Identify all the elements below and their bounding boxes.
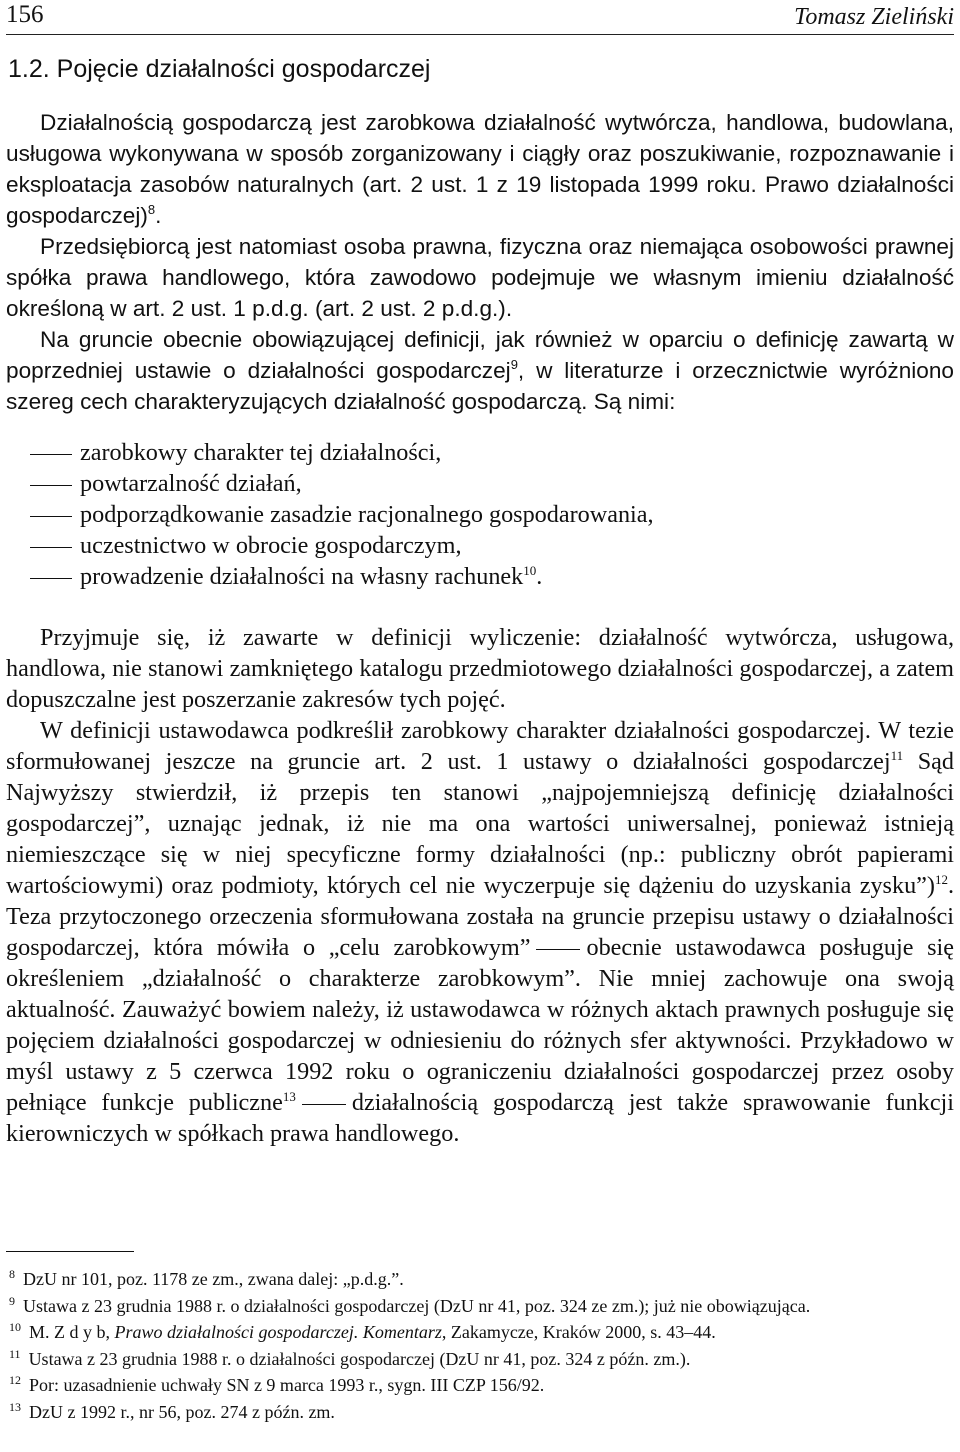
footnote-ref-11[interactable]: 11 [890, 748, 904, 763]
list-item: powtarzalność działań, [30, 468, 954, 499]
list-item: zarobkowy charakter tej działalności, [30, 437, 954, 468]
dash-bullet [30, 516, 72, 517]
em-dash [536, 949, 580, 950]
footnote-ref-10[interactable]: 10 [523, 563, 537, 578]
page-number: 156 [6, 1, 44, 28]
dash-bullet [30, 578, 72, 579]
footnote-13: $^{13}$ DzU z 1992 r., nr 56, poz. 274 z późn. zm. [9, 1399, 335, 1422]
features-list [6, 437, 954, 592]
intro-block [6, 107, 954, 417]
footnote-12: $^{12}$ Por: uzasadnienie uchwały SN z 9 marca 1993 r., sygn. III CZP 156/92. [9, 1373, 545, 1395]
footnote-8: $^8$ DzU nr 101, poz. 1178 ze zm., zwana dalej: „p.d.g.”. [9, 1267, 404, 1289]
list-item: uczestnictwo w obrocie gospodarczym, [30, 530, 954, 561]
running-header [6, 0, 954, 35]
footnote-ref-12[interactable]: 12 [934, 872, 948, 887]
footnote-10: $^{10}$ M. Z d y b, Prawo działalności gospodarczej. Komentarz, Zakamycze, Kraków 2000, s. 43–44. [9, 1320, 716, 1342]
footnote-ref-13[interactable]: 13 [282, 1089, 296, 1104]
dash-bullet [30, 485, 72, 486]
catalog-paragraph: Przyjmuje się, iż zawarte w definicji wyliczenie: działalność wytwórcza, usługowa, handlowa, nie stanowi zamkniętego katalogu przedmiotowego działalności gospodarczej, a zatem dopuszczalne jest poszerzanie zakresów tych pojęć. [6, 624, 954, 713]
list-item: prowadzenie działalności na własny rachunek$^{10}$. [30, 561, 954, 592]
cited-title: Prawo działalności gospodarczej. Komentarz [114, 1322, 442, 1342]
features-paragraph: Na gruncie obecnie obowiązującej definicji, jak również w oparciu o definicję zawartą w poprzedniej ustawie o działalności gospodarczej$^9$, w literaturze i orzecznictwie wyróżniono szereg cech charakteryzujących działalność gospodarczą. Są nimi: [6, 327, 954, 414]
em-dash [302, 1104, 346, 1105]
profit-paragraph: W definicji ustawodawca podkreślił zarobkowy charakter działalności gospodarczej. W tezie sformułowanej jeszcze na gruncie art. 2 ust. 1 ustawy o działalności gospodarczej$^{11}$ Sąd Najwyższy stwierdził, iż przepis ten stanowi „najpojemniejszą definicję działalności gospodarczej”, uznając jednak, iż nie ma ona wartości uniwersalnej, ponieważ istnieją niemieszczące się w niej specyficzne formy działalności (np.: publiczny obrót papierami wartościowymi) oraz podmioty, których cel nie wyczerpuje się dążeniu do uzyskania zysku”)$^{12}$. Teza przytoczonego orzeczenia sformułowana została na gruncie przepisu ustawy o działalności gospodarczej, która mówiła o „celu zarobkowym” obecnie ustawodawca posługuje się określeniem „działalność o charakterze zarobkowym”. Nie mniej zachowuje ona swoją aktualność. Zauważyć bowiem należy, iż ustawodawca w różnych aktach prawnych posługuje się pojęciem działalności gospodarczej w odniesieniu do różnych sfer aktywności. Przykładowo w myśl ustawy z 5 czerwca 1992 roku o ograniczeniu działalności gospodarczej przez osoby pełniące funkcje publiczne$^{13}$ działalnością gospodarczą jest także sprawowanie funkcji kierowniczych w spółkach prawa handlowego. [6, 717, 955, 1147]
main-text-block [6, 622, 954, 1149]
footnote-separator [6, 1251, 134, 1252]
footnote-ref-8[interactable]: 8 [147, 202, 156, 217]
entrepreneur-paragraph: Przedsiębiorcą jest natomiast osoba prawna, fizyczna oraz niemająca osobowości prawnej spółka prawa handlowego, która zawodowo podejmuje we własnym imieniu działalność określoną w art. 2 ust. 1 p.d.g. (art. 2 ust. 2 p.d.g.). [6, 234, 954, 321]
dash-bullet [30, 454, 72, 455]
footnote-11: $^{11}$ Ustawa z 23 grudnia 1988 r. o działalności gospodarczej (DzU nr 41, poz. 324 z późn. zm.). [9, 1346, 691, 1369]
footnotes [6, 1266, 954, 1425]
dash-bullet [30, 547, 72, 548]
footnote-ref-9[interactable]: 9 [510, 357, 518, 372]
section-title: 1.2. Pojęcie działalności gospodarczej [8, 55, 431, 83]
definition-paragraph: Działalnością gospodarczą jest zarobkowa działalność wytwórcza, handlowa, budowlana, usługowa wykonywana w sposób zorganizowany i ciągły oraz poszukiwanie, rozpoznawanie i eksploatacja zasobów naturalnych (art. 2 ust. 1 z 19 listopada 1999 roku. Prawo działalności gospodarczej)$^8$. [6, 110, 954, 228]
running-author: Tomasz Zieliński [794, 4, 954, 30]
list-item: podporządkowanie zasadzie racjonalnego gospodarowania, [30, 499, 954, 530]
footnote-9: $^9$ Ustawa z 23 grudnia 1988 r. o działalności gospodarczej (DzU nr 41, poz. 324 ze zm.); już nie obowiązująca. [9, 1293, 811, 1316]
